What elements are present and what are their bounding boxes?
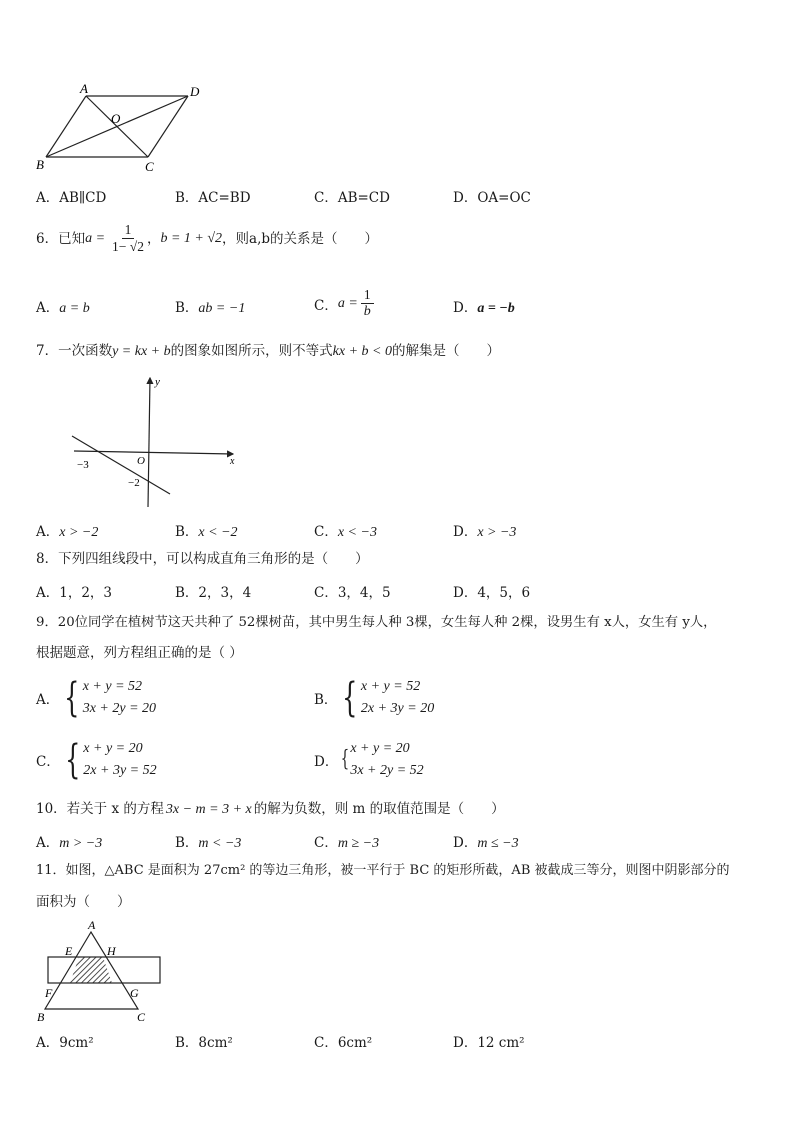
- q10-option-d-value: m ≤ −3: [477, 836, 519, 851]
- q9-option-b-label: B．: [314, 692, 338, 708]
- q10-option-a-value: m > −3: [59, 836, 103, 851]
- q10-suffix: 的解为负数，则 m 的取值范围是（ ）: [253, 801, 505, 817]
- q7-option-c-value: x < −3: [337, 525, 377, 540]
- brace-icon: {: [64, 737, 81, 783]
- q6-option-c-den: b: [363, 304, 371, 319]
- q5-option-b: B．AC=BD: [175, 190, 251, 206]
- graph-x-intercept-label: −3: [77, 459, 89, 471]
- graph-origin-label: O: [137, 455, 145, 467]
- q9-b-eq2: 2x + 3y = 20: [360, 701, 435, 716]
- q9-option-c-label: C．: [36, 754, 60, 770]
- q7-option-d-value: x > −3: [477, 525, 517, 540]
- q9-a-eq1: x + y = 52: [82, 679, 143, 694]
- q9-b-eq1: x + y = 52: [360, 679, 421, 694]
- q10-option-b-label: B．: [175, 835, 199, 851]
- q6-a-den: 1− √2: [112, 239, 144, 254]
- q9-d-eq1: x + y = 20: [350, 741, 410, 756]
- brace-icon: {: [64, 675, 80, 721]
- q9-option-b-system: [337, 676, 434, 720]
- q10-option-c: [314, 831, 379, 852]
- q6-a-lhs: a =: [85, 230, 106, 246]
- q5-option-d: D．OA=OC: [453, 190, 531, 206]
- label-C: C: [145, 159, 154, 174]
- brace-icon: {: [342, 675, 358, 721]
- brace-icon: {: [341, 747, 350, 772]
- q11-stem-line2: 面积为（ ）: [36, 894, 131, 910]
- tri-label-C: C: [137, 1010, 146, 1024]
- q9-a-eq2: 3x + 2y = 20: [82, 701, 157, 716]
- q9-d-eq2: 3x + 2y = 52: [350, 763, 424, 778]
- tri-label-A: A: [88, 918, 96, 932]
- q8-stem: 8．下列四组线段中，可以构成直角三角形的是（ ）: [36, 551, 369, 567]
- q6-option-d: [453, 296, 515, 317]
- q11-option-c: C．6cm²: [314, 1035, 373, 1051]
- graph-y-intercept-label: −2: [128, 477, 140, 489]
- q6-option-c-label: C．: [314, 297, 338, 314]
- q7-option-a-value: x > −2: [59, 525, 99, 540]
- q6-option-a-label: A．: [36, 300, 60, 316]
- q6-option-c: [314, 287, 374, 320]
- q7-ineq: kx + b < 0: [332, 344, 392, 359]
- q11-option-b: B．8cm²: [175, 1035, 233, 1051]
- q7-mid: 的图象如图所示，则不等式: [170, 343, 333, 359]
- label-B: B: [36, 157, 44, 172]
- q7-option-b-label: B．: [175, 524, 199, 540]
- q9-option-d-system: [338, 738, 423, 782]
- q7-option-a: [36, 520, 98, 541]
- q8-option-a: A．1，2，3: [36, 585, 113, 601]
- q7-option-b-value: x < −2: [198, 525, 238, 540]
- tri-label-B: B: [37, 1010, 45, 1024]
- q9-option-a: [36, 676, 156, 720]
- q10-option-c-value: m ≥ −3: [337, 836, 380, 851]
- q8-option-b: B．2，3，4: [175, 585, 252, 601]
- q7-stem: [36, 342, 500, 361]
- q6-option-d-label: D．: [453, 300, 478, 316]
- parallelogram-figure: [30, 80, 210, 175]
- q11-stem-line1: 11．如图，△ABC 是面积为 27cm² 的等边三角形，被一平行于 BC 的矩形所截，AB 被截成三等分，则图中阴影部分的: [36, 863, 730, 878]
- q9-c-eq1: x + y = 20: [83, 741, 143, 756]
- q6-a-fraction: [109, 222, 147, 255]
- q9-option-a-label: A．: [36, 692, 60, 708]
- label-A: A: [80, 81, 88, 96]
- q5-option-a: A．AB∥CD: [36, 190, 107, 206]
- label-O: O: [111, 111, 121, 126]
- q9-c-eq2: 2x + 3y = 52: [83, 763, 157, 778]
- q10-option-b-value: m < −3: [198, 836, 242, 851]
- q7-option-a-label: A．: [36, 524, 60, 540]
- q10-option-d-label: D．: [453, 835, 478, 851]
- q6-option-b-label: B．: [175, 300, 199, 316]
- q8-option-d: D．4，5，6: [453, 585, 531, 601]
- graph-x-label: x: [230, 456, 235, 467]
- q7-suffix: 的解集是（ ）: [391, 343, 500, 359]
- q6-option-b-value: ab = −1: [198, 301, 246, 316]
- q6-option-d-value: a = −b: [477, 301, 515, 316]
- q6-option-c-fraction: [361, 287, 374, 320]
- tri-label-H: H: [107, 944, 116, 958]
- q5-option-c: C．AB=CD: [314, 190, 390, 206]
- triangle-rectangle-figure: [30, 915, 165, 1025]
- q7-option-c-label: C．: [314, 524, 338, 540]
- q6-option-b: [175, 296, 245, 317]
- q7-option-d-label: D．: [453, 524, 478, 540]
- q10-option-b: [175, 831, 241, 852]
- tri-label-G: G: [130, 986, 139, 1000]
- q10-option-d: [453, 831, 519, 852]
- q6-option-c-lhs: a =: [337, 295, 358, 311]
- q9-option-d-label: D．: [314, 754, 339, 770]
- q9-option-d: [314, 738, 424, 782]
- q9-option-c: [36, 738, 157, 782]
- q7-prefix: 7．一次函数: [36, 343, 113, 359]
- q9-option-c-system: [60, 738, 157, 782]
- q9-stem-line2: 根据题意，列方程组正确的是（ ）: [36, 645, 243, 661]
- q9-option-a-system: [59, 676, 156, 720]
- q9-option-b: [314, 676, 434, 720]
- q10-option-a: [36, 831, 102, 852]
- q11-option-d: D．12 cm²: [453, 1035, 525, 1051]
- q10-option-c-label: C．: [314, 835, 338, 851]
- q6-option-a-value: a = b: [59, 301, 90, 316]
- q6-stem: [36, 222, 378, 255]
- q9-stem-line1: 9．20位同学在植树节这天共种了 52棵树苗，其中男生每人种 3棵，女生每人种 2棵，设男生有 x人，女生有 y人，: [36, 615, 717, 630]
- q7-option-b: [175, 520, 238, 541]
- q6-suffix: ，则a,b的关系是（ ）: [222, 230, 379, 247]
- q11-option-a: A．9cm²: [36, 1035, 94, 1051]
- q6-b-expr: b = 1 + √2: [160, 230, 223, 246]
- q6-comma: ，: [146, 230, 161, 247]
- q7-option-d: [453, 520, 516, 541]
- q7-func: y = kx + b: [112, 344, 171, 359]
- tri-label-F: F: [45, 986, 53, 1000]
- q8-option-c: C．3，4，5: [314, 585, 391, 601]
- q6-option-c-num: 1: [361, 287, 374, 304]
- q10-stem: [36, 800, 505, 819]
- q10-equation: 3x − m = 3 + x: [165, 802, 252, 817]
- graph-y-label: y: [155, 376, 160, 388]
- q7-option-c: [314, 520, 377, 541]
- q10-prefix: 10．若关于 x 的方程: [36, 801, 164, 817]
- tri-label-E: E: [65, 944, 73, 958]
- q6-option-a: [36, 296, 90, 317]
- q6-a-num: 1: [122, 222, 135, 239]
- q10-option-a-label: A．: [36, 835, 60, 851]
- linear-function-graph: [60, 372, 250, 512]
- label-D: D: [190, 84, 200, 99]
- q6-prefix: 6．已知: [36, 230, 86, 247]
